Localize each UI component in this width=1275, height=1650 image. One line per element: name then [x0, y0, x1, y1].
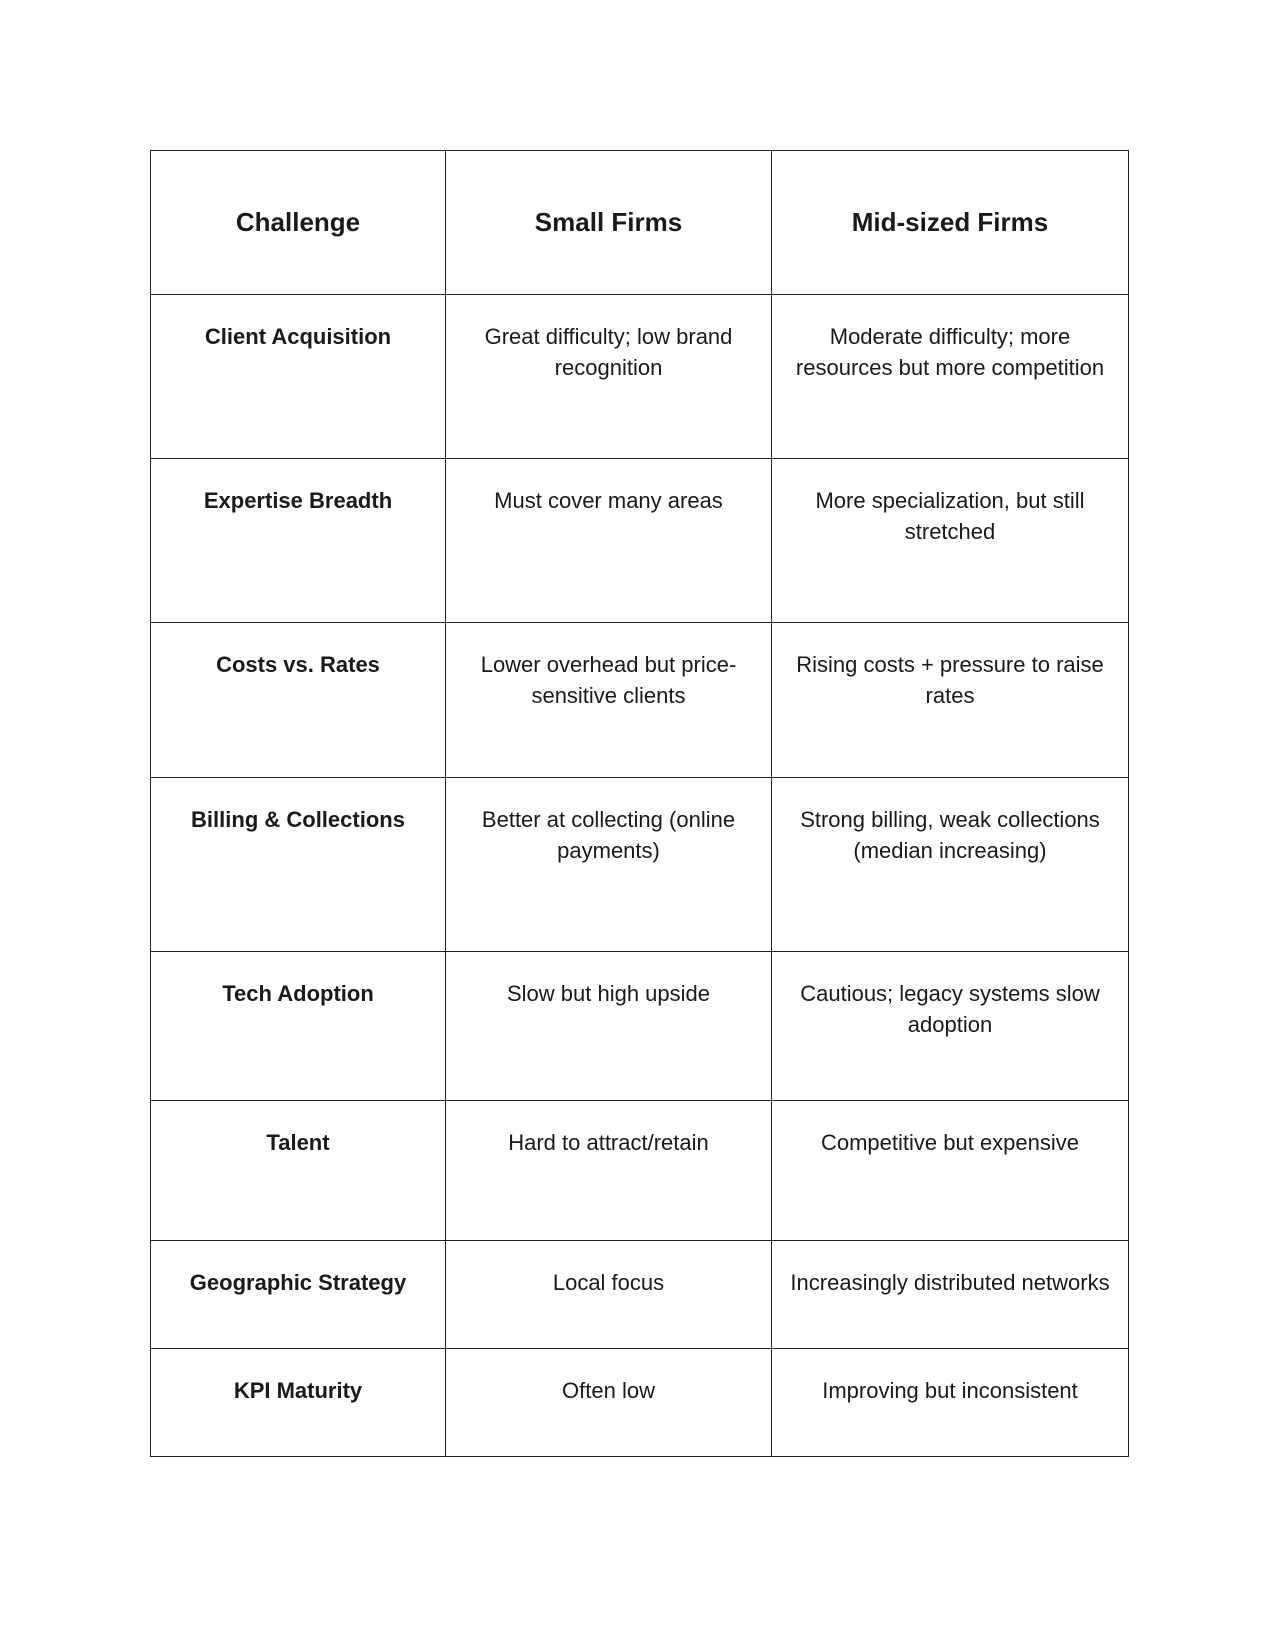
- header-mid-sized-firms: Mid-sized Firms: [772, 151, 1129, 295]
- header-challenge: Challenge: [151, 151, 446, 295]
- challenge-cell: Client Acquisition: [151, 295, 446, 459]
- challenge-cell: Expertise Breadth: [151, 459, 446, 623]
- mid-sized-firms-cell: Increasingly distributed networks: [772, 1241, 1129, 1349]
- small-firms-cell: Local focus: [446, 1241, 772, 1349]
- mid-sized-firms-cell: Cautious; legacy systems slow adoption: [772, 952, 1129, 1101]
- challenge-cell: KPI Maturity: [151, 1349, 446, 1457]
- table-row: [151, 1349, 1129, 1457]
- mid-sized-firms-cell: Rising costs + pressure to raise rates: [772, 623, 1129, 778]
- mid-sized-firms-cell: Strong billing, weak collections (median increasing): [772, 778, 1129, 952]
- small-firms-cell: Great difficulty; low brand recognition: [446, 295, 772, 459]
- mid-sized-firms-cell: Competitive but expensive: [772, 1101, 1129, 1241]
- table-row: [151, 778, 1129, 952]
- comparison-table: [150, 150, 1129, 1457]
- challenge-cell: Costs vs. Rates: [151, 623, 446, 778]
- table-header-row: [151, 151, 1129, 295]
- small-firms-cell: Slow but high upside: [446, 952, 772, 1101]
- challenge-cell: Billing & Collections: [151, 778, 446, 952]
- table-row: [151, 459, 1129, 623]
- table-row: [151, 623, 1129, 778]
- header-small-firms: Small Firms: [446, 151, 772, 295]
- mid-sized-firms-cell: Moderate difficulty; more resources but more competition: [772, 295, 1129, 459]
- mid-sized-firms-cell: More specialization, but still stretched: [772, 459, 1129, 623]
- small-firms-cell: Must cover many areas: [446, 459, 772, 623]
- table-row: [151, 1241, 1129, 1349]
- small-firms-cell: Lower overhead but price-sensitive clients: [446, 623, 772, 778]
- table-row: [151, 952, 1129, 1101]
- small-firms-cell: Hard to attract/retain: [446, 1101, 772, 1241]
- table-row: [151, 1101, 1129, 1241]
- challenge-cell: Talent: [151, 1101, 446, 1241]
- table-row: [151, 295, 1129, 459]
- small-firms-cell: Better at collecting (online payments): [446, 778, 772, 952]
- challenge-cell: Tech Adoption: [151, 952, 446, 1101]
- small-firms-cell: Often low: [446, 1349, 772, 1457]
- mid-sized-firms-cell: Improving but inconsistent: [772, 1349, 1129, 1457]
- challenge-cell: Geographic Strategy: [151, 1241, 446, 1349]
